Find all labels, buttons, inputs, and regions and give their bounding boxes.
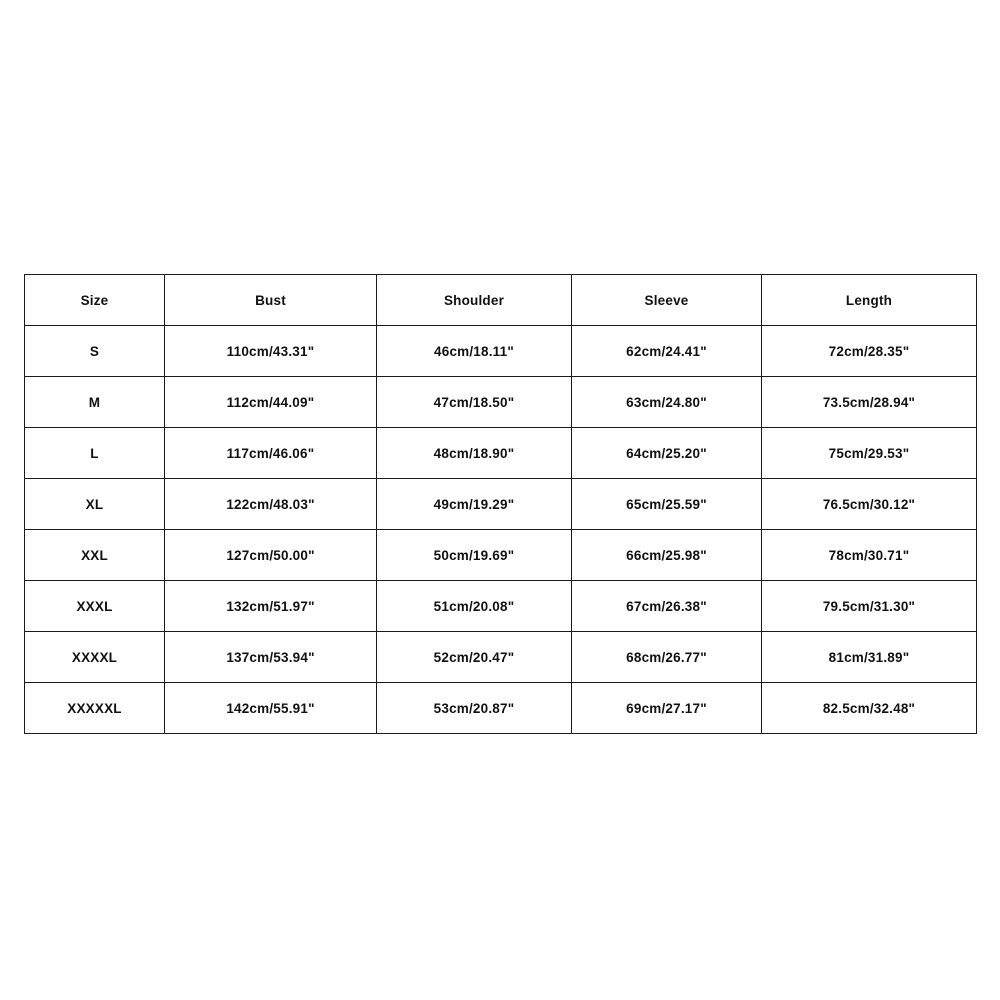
cell-shoulder: 51cm/20.08"	[377, 581, 572, 632]
cell-shoulder: 47cm/18.50"	[377, 377, 572, 428]
size-chart-container	[24, 274, 976, 734]
cell-length: 81cm/31.89"	[762, 632, 977, 683]
cell-bust: 117cm/46.06"	[165, 428, 377, 479]
table-row	[25, 479, 977, 530]
column-header-bust: Bust	[165, 275, 377, 326]
cell-bust: 122cm/48.03"	[165, 479, 377, 530]
table-header	[25, 275, 977, 326]
cell-length: 78cm/30.71"	[762, 530, 977, 581]
column-header-size: Size	[25, 275, 165, 326]
cell-shoulder: 46cm/18.11"	[377, 326, 572, 377]
cell-shoulder: 49cm/19.29"	[377, 479, 572, 530]
cell-length: 75cm/29.53"	[762, 428, 977, 479]
cell-shoulder: 48cm/18.90"	[377, 428, 572, 479]
cell-size: S	[25, 326, 165, 377]
cell-sleeve: 68cm/26.77"	[572, 632, 762, 683]
table-header-row	[25, 275, 977, 326]
table-row	[25, 683, 977, 734]
cell-bust: 137cm/53.94"	[165, 632, 377, 683]
table-row	[25, 581, 977, 632]
cell-length: 79.5cm/31.30"	[762, 581, 977, 632]
cell-sleeve: 62cm/24.41"	[572, 326, 762, 377]
cell-length: 73.5cm/28.94"	[762, 377, 977, 428]
cell-shoulder: 52cm/20.47"	[377, 632, 572, 683]
cell-length: 72cm/28.35"	[762, 326, 977, 377]
cell-shoulder: 50cm/19.69"	[377, 530, 572, 581]
cell-bust: 112cm/44.09"	[165, 377, 377, 428]
cell-size: XL	[25, 479, 165, 530]
column-header-sleeve: Sleeve	[572, 275, 762, 326]
cell-shoulder: 53cm/20.87"	[377, 683, 572, 734]
cell-length: 82.5cm/32.48"	[762, 683, 977, 734]
cell-bust: 127cm/50.00"	[165, 530, 377, 581]
table-row	[25, 428, 977, 479]
cell-size: M	[25, 377, 165, 428]
cell-sleeve: 67cm/26.38"	[572, 581, 762, 632]
cell-sleeve: 65cm/25.59"	[572, 479, 762, 530]
table-row	[25, 326, 977, 377]
column-header-shoulder: Shoulder	[377, 275, 572, 326]
cell-size: XXXL	[25, 581, 165, 632]
cell-sleeve: 69cm/27.17"	[572, 683, 762, 734]
table-body	[25, 326, 977, 734]
column-header-length: Length	[762, 275, 977, 326]
cell-bust: 142cm/55.91"	[165, 683, 377, 734]
cell-size: XXXXXL	[25, 683, 165, 734]
cell-bust: 110cm/43.31"	[165, 326, 377, 377]
size-chart-table	[24, 274, 977, 734]
cell-size: XXXXL	[25, 632, 165, 683]
cell-sleeve: 63cm/24.80"	[572, 377, 762, 428]
table-row	[25, 632, 977, 683]
cell-bust: 132cm/51.97"	[165, 581, 377, 632]
cell-size: XXL	[25, 530, 165, 581]
cell-size: L	[25, 428, 165, 479]
cell-length: 76.5cm/30.12"	[762, 479, 977, 530]
table-row	[25, 377, 977, 428]
cell-sleeve: 64cm/25.20"	[572, 428, 762, 479]
table-row	[25, 530, 977, 581]
cell-sleeve: 66cm/25.98"	[572, 530, 762, 581]
